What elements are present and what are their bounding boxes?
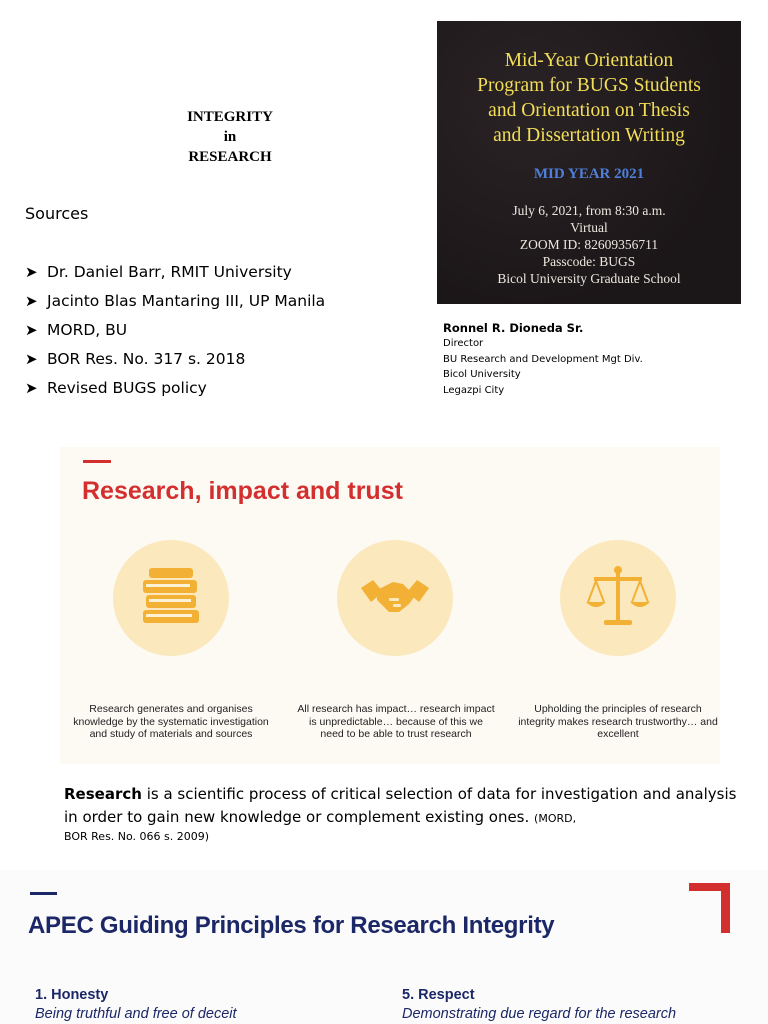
icon-circle <box>337 540 453 656</box>
poster-title: Mid-Year Orientation Program for BUGS Students and Orientation on Thesis and Dissertation Writing <box>477 50 701 146</box>
speaker-university: Bicol University <box>443 369 521 380</box>
definition-citation-line2: BOR Res. No. 066 s. 2009) <box>64 830 210 843</box>
list-item: ➤ MORD, BU <box>25 318 325 347</box>
principle-heading: 1. Honesty <box>35 987 109 1003</box>
principle-description: Demonstrating due regard for the research <box>402 1006 677 1022</box>
principle-description: Being truthful and free of deceit <box>35 1006 237 1022</box>
arrow-bullet-icon: ➤ <box>25 321 38 339</box>
accent-bar <box>83 460 111 463</box>
apec-title: APEC Guiding Principles for Research Integrity <box>28 912 555 939</box>
speaker-city: Legazpi City <box>443 384 505 396</box>
list-item: ➤ Jacinto Blas Mantaring III, UP Manila <box>25 289 325 318</box>
list-item: ➤ Revised BUGS policy <box>25 376 325 405</box>
definition-text: is a scientific process of critical selection of data for investigation and analysis in order to gain new knowledge or complement existing ones. <box>64 785 737 826</box>
icon-circle <box>560 540 676 656</box>
arrow-bullet-icon: ➤ <box>25 263 38 281</box>
research-definition <box>64 783 754 830</box>
poster-year: MID YEAR 2021 <box>533 166 645 182</box>
caption-impact: All research has impact… research impact is unpredictable… because of this we need to be able to trust research <box>297 703 495 740</box>
principle-honesty <box>35 986 237 1024</box>
caption-knowledge: Research generates and organises knowledge by the systematic investigation and study of materials and sources <box>73 703 269 740</box>
arrow-bullet-icon: ➤ <box>25 292 38 310</box>
list-item: ➤ Dr. Daniel Barr, RMIT University <box>25 260 325 289</box>
corner-mark <box>721 883 730 933</box>
definition-term: Research <box>64 785 142 803</box>
caption-trust: Upholding the principles of research integrity makes research trustworthy… and excellent <box>518 703 718 740</box>
accent-bar <box>30 892 57 895</box>
books-icon <box>113 540 229 656</box>
arrow-bullet-icon: ➤ <box>25 379 38 397</box>
principle-respect <box>402 986 676 1024</box>
sources-list <box>25 260 325 405</box>
sources-heading: Sources <box>25 204 89 223</box>
page-title <box>150 107 310 167</box>
principle-heading: 5. Respect <box>402 987 475 1003</box>
poster-details: July 6, 2021, from 8:30 a.m. Virtual ZOOM ID: 82609356711 Passcode: BUGS Bicol University Graduate School <box>497 203 681 286</box>
speaker-division: BU Research and Development Mgt Div. <box>443 353 643 365</box>
title-line-1: INTEGRITY <box>187 109 273 125</box>
definition-citation: (MORD, <box>534 812 577 825</box>
speaker-name: Ronnel R. Dioneda Sr. <box>443 321 584 335</box>
arrow-bullet-icon: ➤ <box>25 350 38 368</box>
event-poster <box>437 21 741 304</box>
title-line-2: in <box>223 129 237 145</box>
list-item: ➤ BOR Res. No. 317 s. 2018 <box>25 347 325 376</box>
speaker-info <box>443 320 643 398</box>
title-line-3: RESEARCH <box>188 149 272 165</box>
scales-icon <box>560 540 676 656</box>
icon-circle <box>113 540 229 656</box>
research-impact-trust-panel <box>60 447 720 764</box>
speaker-title: Director <box>443 338 484 349</box>
handshake-icon <box>337 540 453 656</box>
apec-section <box>0 870 768 1024</box>
panel-title: Research, impact and trust <box>82 477 403 505</box>
